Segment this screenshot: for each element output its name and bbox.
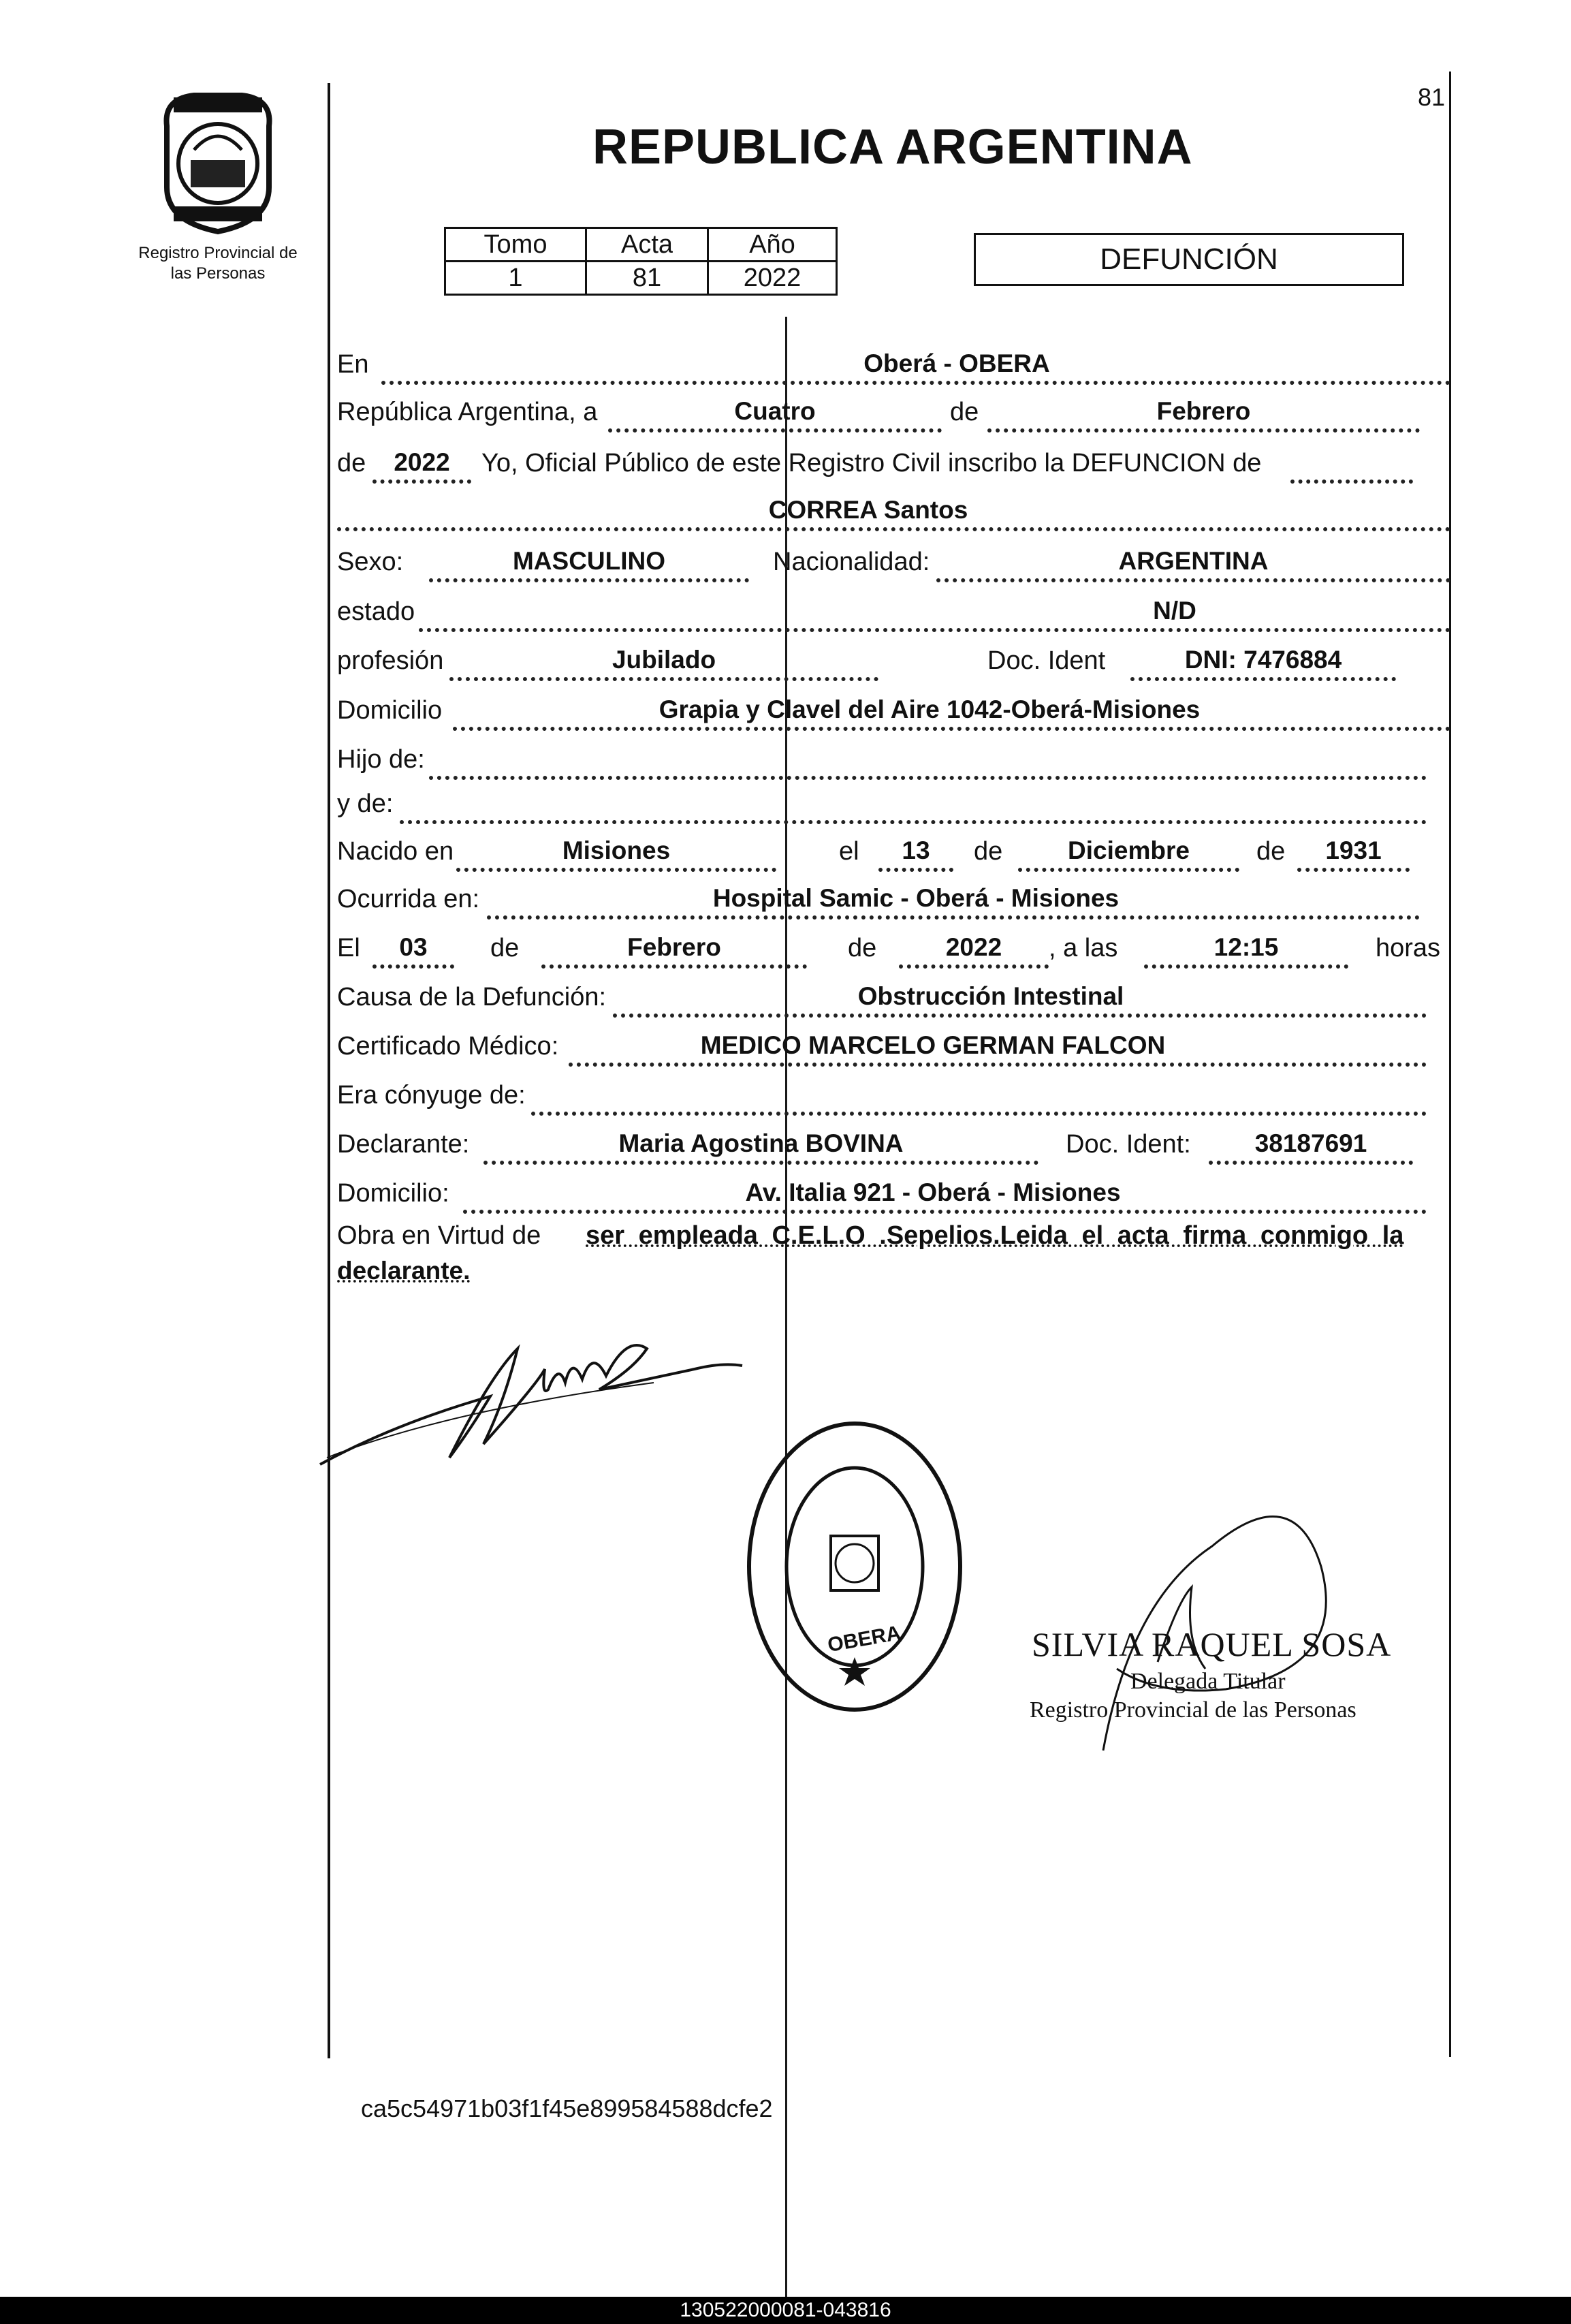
declarante-line (483, 1161, 1038, 1165)
row-sexo (337, 535, 1454, 582)
causa-label: Causa de la Defunción: (337, 983, 607, 1011)
row-causa (337, 970, 1454, 1018)
certificado-line (569, 1063, 1427, 1067)
row-y-de (337, 776, 1454, 824)
obra-label: Obra en Virtud de (337, 1221, 541, 1250)
death-day: 03 (399, 933, 428, 961)
profesion-line (449, 677, 878, 681)
birth-month: Diciembre (1068, 836, 1190, 864)
conyuge-label: Era cónyuge de: (337, 1081, 526, 1110)
row-obra (337, 1216, 1454, 1304)
conyuge-line (531, 1112, 1427, 1116)
row-conyuge (337, 1068, 1454, 1116)
value-anio: 2022 (708, 262, 837, 295)
deceased-name: CORREA Santos (768, 496, 968, 524)
de-label-4: de (1256, 837, 1286, 866)
de-label-1: de (950, 398, 979, 426)
republica-label: República Argentina, a (337, 398, 598, 426)
domicilio-label: Domicilio (337, 696, 443, 725)
header-tomo: Tomo (445, 228, 586, 262)
row-date (337, 385, 1454, 433)
decl-domicilio-label: Domicilio: (337, 1179, 449, 1208)
official-stamp (742, 1417, 967, 1716)
row-name (337, 484, 1454, 531)
death-year: 2022 (945, 933, 1002, 961)
doc-line (1130, 677, 1396, 681)
registry-table (444, 227, 838, 296)
provincial-logo (153, 85, 283, 235)
horas-label: horas (1376, 934, 1441, 962)
sexo-label: Sexo: (337, 548, 404, 576)
certificado-value: MEDICO MARCELO GERMAN FALCON (700, 1031, 1166, 1059)
de-label-3: de (974, 837, 1003, 866)
obra-value-line1: ser empleada C.E.L.O .Sepelios.Leida el acta firma conmigo la (586, 1221, 1404, 1250)
signature-loop-icon (1076, 1464, 1362, 1778)
day-line (608, 428, 942, 433)
page-number: 81 (1418, 83, 1446, 111)
decl-doc-value: 38187691 (1254, 1129, 1367, 1157)
en-value: Oberá - OBERA (863, 349, 1050, 377)
official-office: Registro Provincial de las Personas (1030, 1697, 1356, 1723)
official-name: SILVIA RAQUEL SOSA (1032, 1625, 1392, 1663)
declarante-value: Maria Agostina BOVINA (618, 1129, 904, 1157)
row-nacido (337, 824, 1454, 872)
nacido-value: Misiones (562, 836, 671, 864)
de-label-6: de (848, 934, 877, 962)
profesion-label: profesión (337, 646, 444, 675)
birth-day: 13 (902, 836, 930, 864)
row-ocurrida (337, 872, 1454, 920)
estado-label: estado (337, 597, 415, 626)
y-de-label: y de: (337, 789, 394, 818)
death-month-line (541, 964, 807, 969)
month-line (987, 428, 1420, 433)
profesion-value: Jubilado (612, 646, 716, 674)
death-day-line (372, 964, 454, 969)
value-acta: 81 (586, 262, 708, 295)
yo-text: Yo, Oficial Público de este Registro Civil inscribo la DEFUNCION de (481, 449, 1262, 477)
value-tomo: 1 (445, 262, 586, 295)
ocurrida-value: Hospital Samic - Oberá - Misiones (712, 884, 1120, 912)
domicilio-value: Grapia y Clavel del Aire 1042-Oberá-Misiones (658, 695, 1201, 723)
nacido-label: Nacido en (337, 837, 454, 866)
row-domicilio (337, 683, 1454, 731)
signature-icon (313, 1321, 749, 1485)
day-word: Cuatro (734, 397, 816, 425)
certificado-label: Certificado Médico: (337, 1032, 559, 1061)
act-type-box: DEFUNCIÓN (974, 233, 1404, 286)
hijo-label: Hijo de: (337, 745, 425, 774)
doc-label: Doc. Ident (987, 646, 1106, 675)
decl-domicilio-line (463, 1210, 1427, 1214)
seal-icon (742, 1417, 967, 1716)
header-anio: Año (708, 228, 837, 262)
causa-value: Obstrucción Intestinal (857, 982, 1124, 1010)
official-title: Delegada Titular (1130, 1669, 1286, 1694)
page-title: REPUBLICA ARGENTINA (592, 120, 1193, 174)
row-certificado (337, 1019, 1454, 1067)
declarant-signature (313, 1321, 749, 1485)
logo-caption (119, 243, 317, 284)
death-month: Febrero (627, 933, 721, 961)
obra-value-line2: declarante. (337, 1257, 471, 1285)
footer-code: 130522000081-043816 (0, 2297, 1571, 2324)
el2-label: El (337, 934, 360, 962)
estado-value: N/D (1153, 597, 1196, 625)
death-time-line (1144, 964, 1348, 969)
birth-year: 1931 (1325, 836, 1382, 864)
year-value: 2022 (394, 448, 450, 476)
en-label: En (337, 350, 369, 379)
left-border-line (328, 83, 330, 2058)
row-death-date (337, 921, 1454, 969)
estado-line (419, 628, 1450, 632)
document-hash: ca5c54971b03f1f45e899584588dcfe2 (361, 2094, 773, 2122)
de-label-5: de (490, 934, 520, 962)
row-profesion (337, 633, 1454, 681)
sexo-value: MASCULINO (512, 547, 666, 575)
decl-domicilio-value: Av. Italia 921 - Oberá - Misiones (745, 1178, 1121, 1206)
name-line (337, 527, 1450, 531)
death-time: 12:15 (1213, 933, 1279, 961)
stamp-city: OBERA (825, 1621, 903, 1657)
official-signature (1076, 1464, 1362, 1778)
row-hijo (337, 732, 1454, 780)
domicilio-line (453, 727, 1450, 731)
death-year-line (899, 964, 1049, 969)
logo-caption-line2: las Personas (170, 264, 266, 283)
row-declarante (337, 1117, 1454, 1165)
ocurrida-label: Ocurrida en: (337, 885, 480, 913)
nacionalidad-value: ARGENTINA (1118, 547, 1269, 575)
ocurrida-line (487, 915, 1420, 920)
header-acta: Acta (586, 228, 708, 262)
row-decl-domicilio (337, 1166, 1454, 1214)
declarante-label: Declarante: (337, 1130, 470, 1159)
row-yo (337, 436, 1454, 484)
decl-doc-line (1209, 1161, 1413, 1165)
coat-of-arms-icon (153, 85, 283, 235)
sexo-line (429, 578, 749, 582)
el-label: el (839, 837, 859, 866)
month-value: Febrero (1156, 397, 1251, 425)
row-en (337, 337, 1454, 385)
doc-value: DNI: 7476884 (1184, 646, 1342, 674)
decl-doc-label: Doc. Ident: (1066, 1130, 1191, 1159)
logo-caption-line1: Registro Provincial de (138, 244, 298, 262)
nacionalidad-line (936, 578, 1450, 582)
causa-line (613, 1014, 1427, 1018)
nacionalidad-label: Nacionalidad: (773, 548, 930, 576)
row-estado (337, 584, 1454, 632)
de-label-2: de (337, 449, 366, 477)
a-las-label: , a las (1049, 934, 1118, 962)
